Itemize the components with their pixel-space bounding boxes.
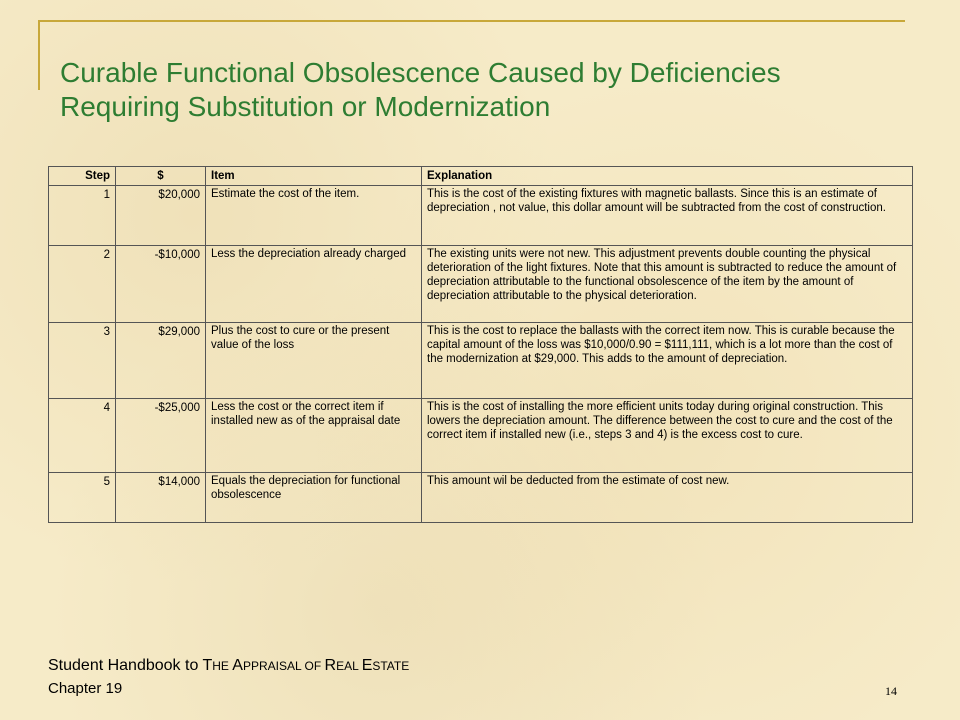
depreciation-table bbox=[48, 166, 913, 523]
table-row bbox=[49, 473, 913, 523]
cell-explanation: This is the cost of the existing fixtures with magnetic ballasts. Since this is an estimate of depreciation , not value, this dollar amount will be subtracted from the cost of construction. bbox=[422, 186, 913, 246]
footer-handbook-title bbox=[48, 657, 409, 675]
header-step: Step bbox=[49, 167, 116, 186]
footer-handbook-part: STATE bbox=[372, 659, 410, 673]
table-row bbox=[49, 186, 913, 246]
footer-handbook-part: A bbox=[232, 657, 243, 674]
page-number: 14 bbox=[885, 684, 897, 698]
table-header-row bbox=[49, 167, 913, 186]
slide-title bbox=[60, 56, 920, 124]
cell-step: 5 bbox=[49, 473, 116, 523]
header-explanation: Explanation bbox=[422, 167, 913, 186]
footer-handbook-part: PPRAISAL OF bbox=[242, 659, 325, 673]
table-row bbox=[49, 323, 913, 399]
header-amount: $ bbox=[116, 167, 206, 186]
table-row bbox=[49, 399, 913, 473]
footer-chapter: Chapter 19 bbox=[48, 680, 123, 697]
cell-item: Equals the depreciation for functional obsolescence bbox=[206, 473, 422, 523]
cell-item: Less the depreciation already charged bbox=[206, 246, 422, 323]
cell-explanation: This amount wil be deducted from the estimate of cost new. bbox=[422, 473, 913, 523]
cell-item: Estimate the cost of the item. bbox=[206, 186, 422, 246]
frame-top-line bbox=[38, 20, 905, 22]
footer-handbook-part: E bbox=[361, 657, 373, 674]
cell-step: 3 bbox=[49, 323, 116, 399]
footer-handbook-part: Student Handbook to T bbox=[48, 657, 213, 674]
slide-title-line-1: Curable Functional Obsolescence Caused by Deficiencies bbox=[60, 57, 781, 88]
cell-amount: -$10,000 bbox=[116, 246, 206, 323]
cell-explanation: This is the cost of installing the more efficient units today during original construction. This lowers the depreciation amount. The difference between the cost to cure and the cost of the correct item if installed new (i.e., steps 3 and 4) is the excess cost to cure. bbox=[422, 399, 913, 473]
cell-amount: -$25,000 bbox=[116, 399, 206, 473]
footer-handbook-part: HE bbox=[212, 659, 233, 673]
table-row bbox=[49, 246, 913, 323]
frame-left-line bbox=[38, 20, 40, 90]
cell-step: 4 bbox=[49, 399, 116, 473]
cell-item: Less the cost or the correct item if installed new as of the appraisal date bbox=[206, 399, 422, 473]
slide-title-line-2: Requiring Substitution or Modernization bbox=[60, 91, 551, 122]
cell-item: Plus the cost to cure or the present value of the loss bbox=[206, 323, 422, 399]
cell-step: 1 bbox=[49, 186, 116, 246]
footer-handbook-part: EAL bbox=[336, 659, 362, 673]
cell-amount: $14,000 bbox=[116, 473, 206, 523]
cell-amount: $29,000 bbox=[116, 323, 206, 399]
cell-amount: $20,000 bbox=[116, 186, 206, 246]
cell-step: 2 bbox=[49, 246, 116, 323]
cell-explanation: The existing units were not new. This adjustment prevents double counting the physical deterioration of the light fixtures. Note that this amount is subtracted to reduce the amount of depreciation attributable to the functional obsolescence of the item by the amount of depreciation attributable to the physical deterioration. bbox=[422, 246, 913, 323]
cell-explanation: This is the cost to replace the ballasts with the correct item now. This is curable because the capital amount of the loss was $10,000/0.90 = $111,111, which is a lot more than the cost of the modernization at $29,000. This adds to the amount of depreciation. bbox=[422, 323, 913, 399]
header-item: Item bbox=[206, 167, 422, 186]
footer-handbook-part: R bbox=[324, 657, 337, 674]
